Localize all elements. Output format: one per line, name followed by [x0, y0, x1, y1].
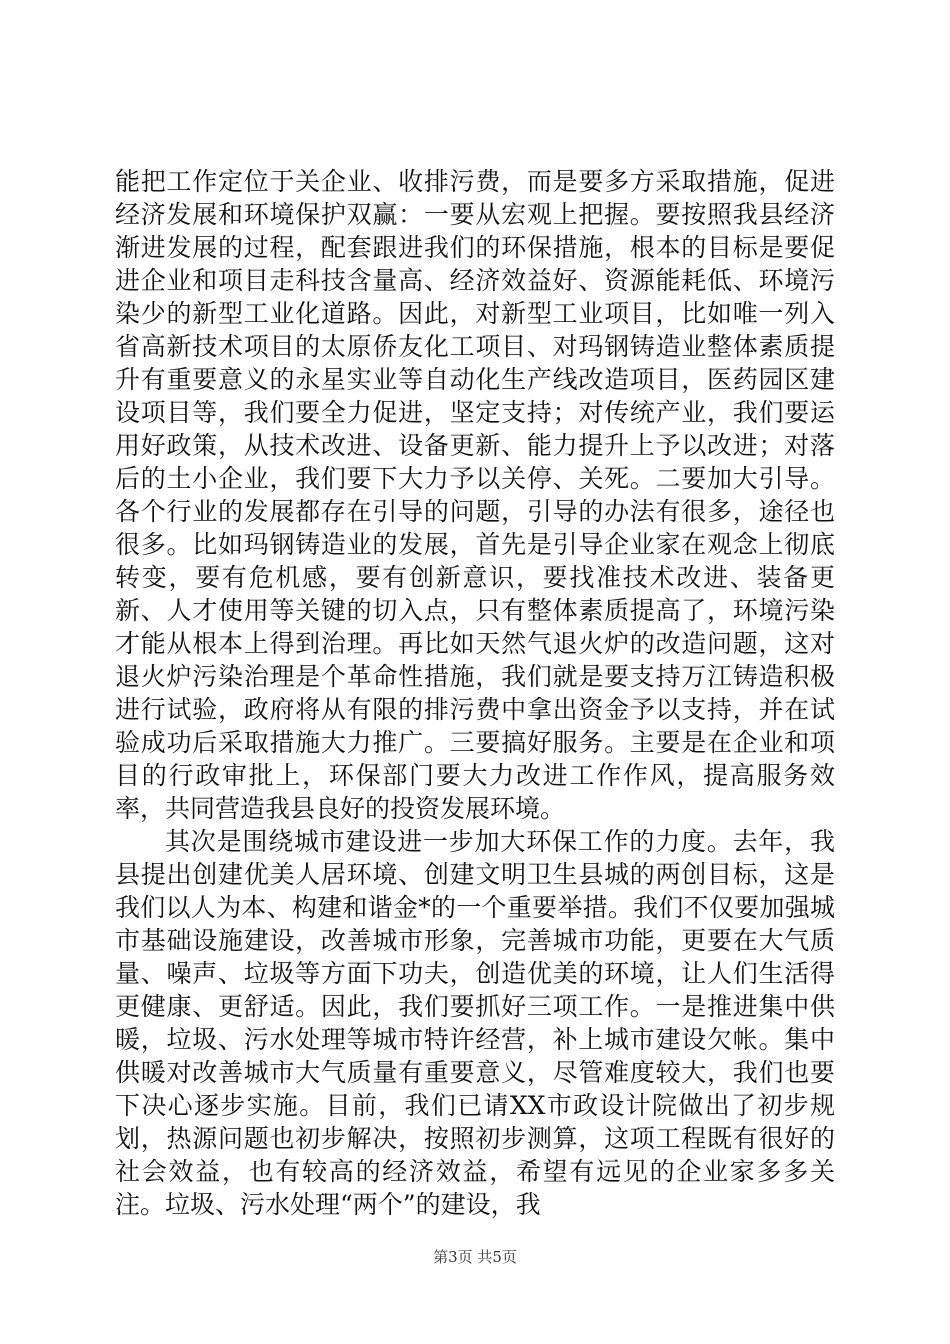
paragraph-2: 其次是围绕城市建设进一步加大环保工作的力度。去年，我县提出创建优美人居环境、创建文明卫生县城的两创目标，这是我们以人为本、构建和谐金*的一个重要举措。我们不仅要加强城市基础设施建设，改善城市形象，完善城市功能，更要在大气质量、噪声、垃圾等方面下功夫，创造优美的环境，让人们生活得更健康、更舒适。因此，我们要抓好三项工作。一是推进集中供暖，垃圾、污水处理等城市特许经营，补上城市建设欠帐。集中供暖对改善城市大气质量有重要意义，尽管难度较大，我们也要下决心逐步实施。目前，我们已请XX市政设计院做出了初步规划，热源问题也初步解决，按照初步测算，这项工程既有很好的社会效益，也有较高的经济效益，希望有远见的企业家多多关注。垃圾、污水处理“两个”的建设，我 [115, 827, 835, 1219]
paragraph-1: 能把工作定位于关企业、收排污费，而是要多方采取措施，促进经济发展和环境保护双赢：一要从宏观上把握。要按照我县经济渐进发展的过程，配套跟进我们的环保措施，根本的目标是要促进企业和项目走科技含量高、经济效益好、资源能耗低、环境污染少的新型工业化道路。因此，对新型工业项目，比如唯一列入省高新技术项目的太原侨友化工项目、对玛钢铸造业整体素质提升有重要意义的永星实业等自动化生产线改造项目，医药园区建设项目等，我们要全力促进，坚定支持；对传统产业，我们要运用好政策，从技术改进、设备更新、能力提升上予以改进；对落后的土小企业，我们要下大力予以关停、关死。二要加大引导。各个行业的发展都存在引导的问题，引导的办法有很多，途径也很多。比如玛钢铸造业的发展，首先是引导企业家在观念上彻底转变，要有危机感，要有创新意识，要找准技术改进、装备更新、人才使用等关键的切入点，只有整体素质提高了，环境污染才能从根本上得到治理。再比如天然气退火炉的改造问题，这对退火炉污染治理是个革命性措施，我们就是要支持万江铸造积极进行试验，政府将从有限的排污费中拿出资金予以支持，并在试验成功后采取措施大力推广。三要搞好服务。主要是在企业和项目的行政审批上，环保部门要大力改进工作作风，提高服务效率，共同营造我县良好的投资发展环境。 [115, 167, 835, 823]
page-number-footer: 第3页 共5页 [433, 1248, 517, 1266]
document-body [115, 165, 835, 1221]
